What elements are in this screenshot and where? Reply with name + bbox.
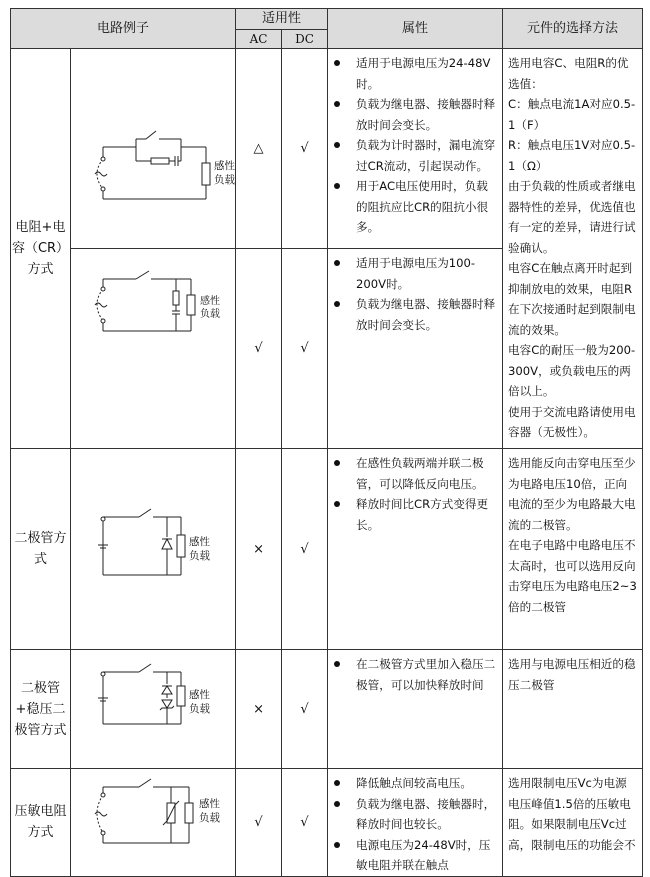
circuit-protection-table (10, 8, 643, 877)
attribute-item: 在感性负载两端并联二极管，可以降低反向电压。 (332, 453, 496, 494)
attributes-cell (328, 449, 503, 650)
cr-ac-circuit-icon (71, 49, 236, 248)
header-ac: AC (236, 30, 282, 49)
attribute-item: 适用于电源电压为24-48V时。 (332, 53, 496, 94)
selection-method-diode (503, 449, 643, 650)
diode-circuit-icon (71, 449, 236, 649)
attribute-item: 降低触点间较高电压。 (332, 773, 496, 794)
selection-method-diode-zener (503, 650, 643, 769)
attribute-item: 电源电压为24-48V时，压敏电阻并联在触点 (332, 835, 496, 876)
attribute-item: 释放时间比CR方式变得更长。 (332, 494, 496, 535)
header-circuit-example: 电路例子 (11, 9, 236, 49)
attributes-cell (328, 49, 503, 249)
category-varistor: 压敏电阻方式 (11, 769, 71, 877)
attributes-cell (328, 650, 503, 769)
circuit-diagram-cr-parallel (71, 249, 236, 449)
attribute-item: 在二极管方式里加入稳压二极管，可以加快释放时间 (332, 654, 496, 695)
method-text: 在电子电路中电路电压不太高时，也可以选用反向击穿电压为电路电压2~3倍的二极管 (508, 538, 637, 614)
circuit-diagram-diode-zener (71, 650, 236, 769)
selection-method-cr (503, 49, 643, 449)
method-text: 使用于交流电路请使用电容器（无极性）。 (508, 404, 636, 439)
attribute-item: 负载为继电器、接触器时，释放时间也较长。 (332, 794, 496, 835)
header-attributes: 属性 (328, 9, 503, 49)
method-text: 由于负载的性质或者继电器特性的差异，优选值也有一定的差异，请进行试验确认。 (508, 179, 636, 255)
method-text: R：触点电压1V对应0.5-1（Ω） (508, 138, 636, 173)
attribute-item: 负载为继电器、接触器时释放时间会变长。 (332, 94, 496, 135)
header-selection-method: 元件的选择方法 (503, 9, 643, 49)
method-text: 电容C在触点离开时起到抑制放电的效果，电阻R在下次接通时起到限制电流的效果。 (508, 261, 636, 337)
table-row (11, 650, 643, 769)
attribute-item: 适用于电源电压为100-200V时。 (332, 253, 496, 294)
load-label: 感性 负载 (189, 536, 210, 562)
method-text: 选用限制电压Vc为电源电压峰值1.5倍的压敏电阻。如果限制电压Vc过高，限制电压的功能会不 (508, 776, 636, 852)
method-text: 电容C的耐压一般为200-300V，或负载电压的两倍以上。 (508, 343, 636, 398)
category-diode: 二极管方式 (11, 449, 71, 650)
ac-applicability: × (236, 650, 282, 769)
load-label: 感性 负载 (200, 296, 220, 320)
circuit-diagram-diode (71, 449, 236, 650)
dc-applicability: √ (282, 449, 328, 650)
table-row (11, 769, 643, 877)
table-row (11, 49, 643, 249)
attribute-item: 负载为计时器时，漏电流穿过CR流动，引起误动作。 (332, 135, 496, 176)
category-diode-zener: 二极管+稳压二极管方式 (11, 650, 71, 769)
attributes-cell (328, 769, 503, 877)
header-dc: DC (282, 30, 328, 49)
header-applicability: 适用性 (236, 9, 328, 30)
method-text: 选用电容C、电阻R的优选值： (508, 56, 629, 91)
category-cr: 电阻+电容（CR）方式 (11, 49, 71, 449)
circuit-diagram-varistor (71, 769, 236, 877)
dc-applicability: √ (282, 249, 328, 449)
load-label: 感性 负载 (214, 160, 235, 186)
attribute-item: 负载为继电器、接触器时释放时间会变长。 (332, 294, 496, 335)
diode-zener-circuit-icon (71, 650, 236, 768)
dc-applicability: √ (282, 769, 328, 877)
method-text: C：触点电流1A对应0.5-1（F） (508, 97, 636, 132)
dc-applicability: √ (282, 49, 328, 249)
load-label: 感性 负载 (189, 689, 210, 715)
ac-applicability: × (236, 449, 282, 650)
load-label: 感性 负载 (199, 798, 220, 824)
method-text: 选用能反向击穿电压至少为电路电压10倍，正向电流的至少为电路最大电流的二极管。 (508, 456, 636, 532)
ac-applicability: √ (236, 769, 282, 877)
attributes-cell (328, 249, 503, 449)
circuit-diagram-cr-ac (71, 49, 236, 249)
ac-applicability: △ (236, 49, 282, 249)
ac-applicability: √ (236, 249, 282, 449)
method-text: 选用与电源电压相近的稳压二极管 (508, 657, 636, 692)
table-row (11, 449, 643, 650)
dc-applicability: √ (282, 650, 328, 769)
selection-method-varistor (503, 769, 643, 877)
attribute-item: 用于AC电压使用时，负载的阻抗应比CR的阻抗小很多。 (332, 176, 496, 238)
cr-parallel-circuit-icon (71, 249, 236, 448)
